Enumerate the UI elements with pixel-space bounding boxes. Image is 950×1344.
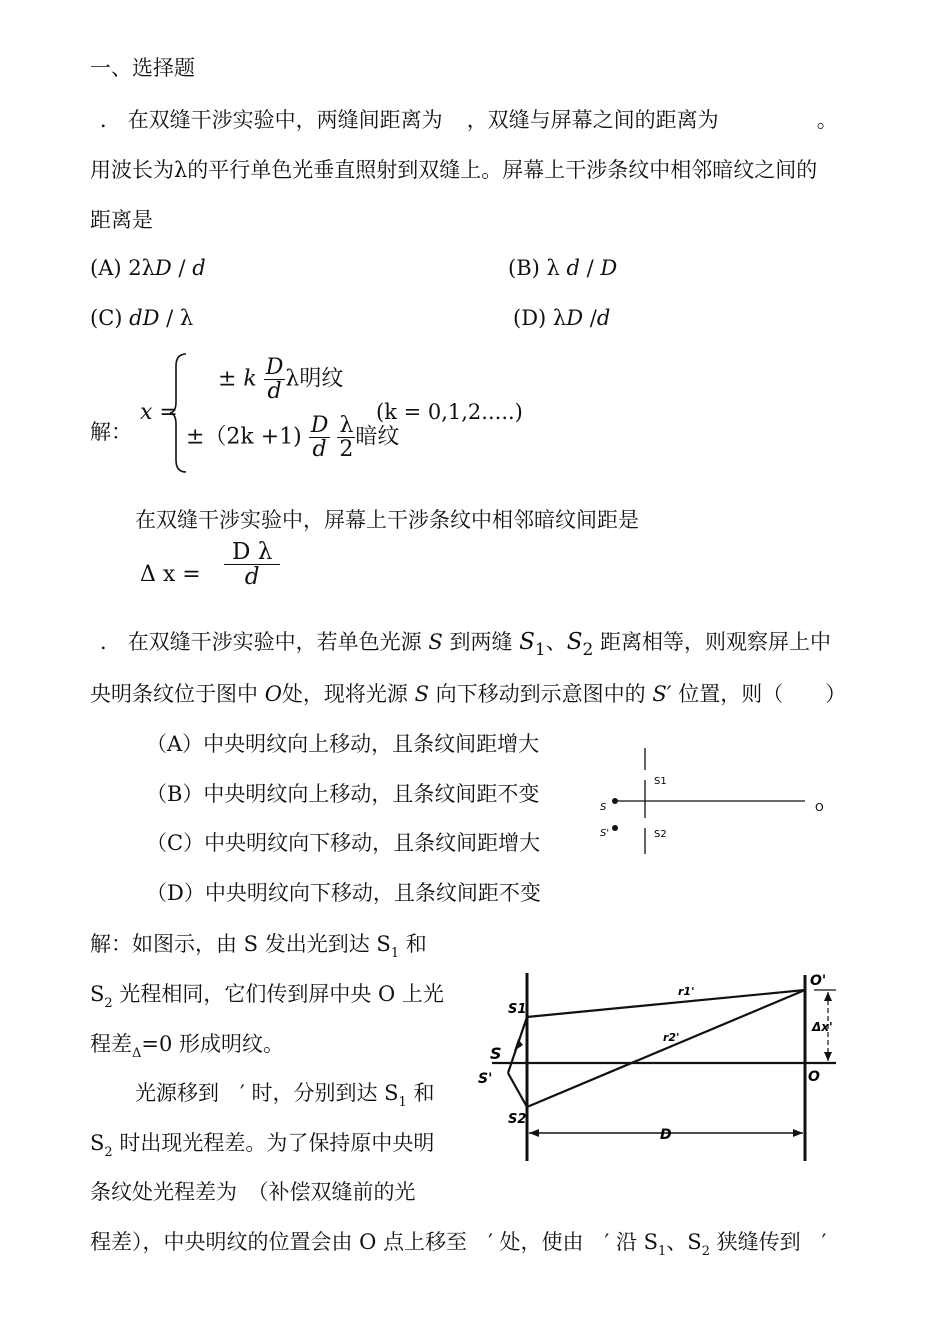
q1-option-a[interactable] <box>90 256 206 280</box>
double-slit-figure-2 <box>478 965 850 1170</box>
q2-option-b[interactable]: （B）中央明纹向上移动，且条纹间距不变 <box>146 782 540 806</box>
q2-line2-a: 央明条纹位于图中 <box>90 682 258 706</box>
bright-den: d <box>267 379 282 405</box>
q1-option-b-sep: / <box>579 256 601 280</box>
q1-option-c[interactable] <box>90 306 193 330</box>
q1-option-a-label: (A) 2λ <box>90 256 155 280</box>
fig1-sp-label: S' <box>600 828 610 839</box>
q2-line2-c: 向下移动到示意图中的 <box>435 682 646 706</box>
q2-number: ． <box>100 630 121 654</box>
sol2-l4-sub: 1 <box>398 1095 407 1110</box>
q1-option-a-sep: / <box>171 256 193 280</box>
q2-line2-d: 位置，则（ ） <box>678 682 847 706</box>
delta-den: d <box>244 564 260 591</box>
section-title: 一、选择题 <box>90 56 195 80</box>
source-s-prime-dot <box>612 825 618 831</box>
sol2-l5-a: S <box>90 1131 105 1155</box>
sol2-l3-b: =0 形成明纹。 <box>141 1032 285 1056</box>
sol2-l2-sub: 2 <box>104 996 113 1011</box>
sol2-l4-b: 和 <box>406 1081 435 1105</box>
fig2-s-label: S <box>490 1044 502 1063</box>
fig2-d-arrow-right <box>793 1129 803 1137</box>
fig1-s2-label: S2 <box>654 829 667 840</box>
solution-2-line-5 <box>90 1127 434 1160</box>
sol2-l3-sub: Δ <box>132 1046 142 1061</box>
fig2-o-label: O <box>808 1069 820 1085</box>
q2-s2-sub: 2 <box>582 640 594 660</box>
fig2-ray-r2 <box>527 990 805 1107</box>
dark-fraction-1 <box>309 414 331 461</box>
q2-s2: S <box>566 629 583 655</box>
dark-frac2-num: λ <box>339 413 354 438</box>
fig1-o-label: O <box>815 801 824 814</box>
question-1-line-2: 用波长为λ的平行单色光垂直照射到双缝上。屏幕上干涉条纹中相邻暗纹之间的 <box>90 158 818 182</box>
fig1-s1-label: S1 <box>654 776 667 787</box>
q1-option-d-label: (D) λ <box>513 306 567 330</box>
fig2-s2-label: S2 <box>508 1112 527 1127</box>
sol2-l1-a: 解：如图示，由 S 发出光到达 S <box>90 932 391 956</box>
q2-line1-c: 距离相等，则观察屏上中 <box>600 630 832 654</box>
question-2-line-2 <box>90 678 846 708</box>
x-equals: x = <box>140 400 178 425</box>
solution-2-line-7 <box>90 1226 826 1259</box>
bright-prefix: ± k <box>218 366 257 392</box>
solution-2-line-6: 条纹处光程差为 （补偿双缝前的光 <box>90 1180 416 1204</box>
q1-option-b-var2: D <box>600 256 618 280</box>
q2-source-s-2: S <box>414 682 429 706</box>
q2-s-prime: S′ <box>652 682 672 706</box>
q1-line1-a: 在双缝干涉实验中，两缝间距离为 <box>127 108 443 132</box>
q2-line1-b: 到两缝 <box>449 630 513 654</box>
sol2-l7-a: 程差），中央明纹的位置会由 O 点上移至 ′ 处，使由 ′ 沿 S <box>90 1230 659 1254</box>
dark-frac1-num: D <box>310 413 329 438</box>
q1-option-b-var1: d <box>566 256 580 280</box>
q2-s1: S <box>519 629 535 655</box>
sol2-l3-a: 程差 <box>90 1032 132 1056</box>
solution-1-label: 解： <box>90 420 132 444</box>
sol2-l7-b: 狭缝传到 ′ <box>709 1230 827 1254</box>
q1-option-a-var2: d <box>192 256 206 280</box>
q1-option-d-var2: d <box>596 306 611 330</box>
double-slit-figure-1 <box>590 740 830 865</box>
question-1-line-1 <box>100 104 838 134</box>
dark-prefix: ±（2k +1) <box>186 424 302 450</box>
sol2-l2-b: 光程相同，它们传到屏中央 O 上光 <box>112 982 444 1006</box>
q2-line1-a: 在双缝干涉实验中，若单色光源 <box>127 630 422 654</box>
k-range: (k = 0,1,2.....) <box>376 400 523 424</box>
q1-option-c-var1: dD <box>129 306 160 330</box>
q1-line1-b: ，双缝与屏幕之间的距离为 <box>466 108 719 132</box>
fig2-dx-arrow-down <box>824 1052 832 1061</box>
q2-option-a[interactable]: （A）中央明纹向上移动，且条纹间距增大 <box>146 732 540 756</box>
q2-s1-sub: 1 <box>534 640 546 660</box>
bright-suffix: λ明纹 <box>285 366 344 392</box>
source-s-dot <box>612 798 618 804</box>
q2-sep: 、 <box>545 630 567 654</box>
fig2-arrow-up <box>514 1039 523 1051</box>
q1-option-d-var1: D <box>566 306 584 330</box>
q2-source-s: S <box>428 630 443 654</box>
q1-option-a-var1: D <box>154 256 172 280</box>
fig2-r1-label: r1' <box>678 985 695 998</box>
fig2-r2-label: r2' <box>663 1031 680 1044</box>
q1-number: ． <box>100 108 121 132</box>
dark-suffix: 暗纹 <box>355 424 400 450</box>
q1-option-d-sep: / <box>583 306 597 330</box>
dark-frac1-den: d <box>312 437 327 463</box>
sol2-l5-b: 时出现光程差。为了保持原中央明 <box>112 1131 435 1155</box>
q1-option-d[interactable] <box>513 306 610 330</box>
q1-line1-c: 。 <box>816 108 838 132</box>
sol2-l5-sub: 2 <box>104 1145 113 1160</box>
dark-fraction-2 <box>337 414 355 461</box>
bright-num: D <box>265 355 284 380</box>
delta-fraction <box>224 540 280 589</box>
sol2-l7-mid: 、S <box>666 1230 702 1254</box>
question-1-line-3: 距离是 <box>90 208 153 232</box>
sol2-l7-sub1: 1 <box>658 1244 667 1259</box>
q2-option-c[interactable]: （C）中央明纹向下移动，且条纹间距增大 <box>146 831 541 855</box>
fig2-d-label: D <box>660 1127 672 1143</box>
sol2-l1-b: 和 <box>399 932 427 956</box>
q1-option-c-label: (C) <box>90 306 130 330</box>
fig2-d-arrow-left <box>529 1129 539 1137</box>
solution-1-text: 在双缝干涉实验中，屏幕上干涉条纹中相邻暗纹间距是 <box>135 508 639 532</box>
fig2-oprime-label: O' <box>810 973 827 989</box>
fig2-sp-to-s2 <box>508 1073 527 1107</box>
solution-2-line-4 <box>135 1077 434 1110</box>
q2-line2-b: 处，现将光源 <box>281 682 408 706</box>
q1-option-b[interactable] <box>508 256 617 280</box>
fig2-dx-label: Δx' <box>812 1020 833 1034</box>
fig1-s-label: S <box>600 802 607 813</box>
delta-lhs: Δ x = <box>140 562 201 587</box>
q1-option-b-label: (B) λ <box>508 256 567 280</box>
q1-option-c-sep: / λ <box>159 306 194 330</box>
bright-fraction <box>264 356 286 403</box>
sol2-l4-a: 光源移到 ′ 时，分别到达 S <box>135 1081 399 1105</box>
fig2-sp-label: S' <box>478 1071 493 1087</box>
sol2-l1-sub: 1 <box>390 946 400 961</box>
solution-2-line-2 <box>90 978 444 1011</box>
q2-option-d[interactable]: （D）中央明纹向下移动，且条纹间距不变 <box>146 881 541 905</box>
solution-2-line-3 <box>90 1028 284 1061</box>
delta-num: D λ <box>224 540 280 565</box>
q2-o: O <box>264 682 282 706</box>
fig2-s1-label: S1 <box>508 1002 527 1017</box>
sol2-l7-sub2: 2 <box>701 1244 710 1259</box>
sol2-l2-a: S <box>90 982 105 1006</box>
bright-fringe-formula <box>218 356 343 403</box>
dark-fringe-formula <box>186 414 399 461</box>
dark-frac2-den: 2 <box>339 437 354 463</box>
fig2-dx-arrow-up <box>824 992 832 1001</box>
question-2-line-1 <box>100 626 831 660</box>
solution-2-line-1 <box>90 928 427 961</box>
fig2-ray-r1 <box>527 990 805 1017</box>
